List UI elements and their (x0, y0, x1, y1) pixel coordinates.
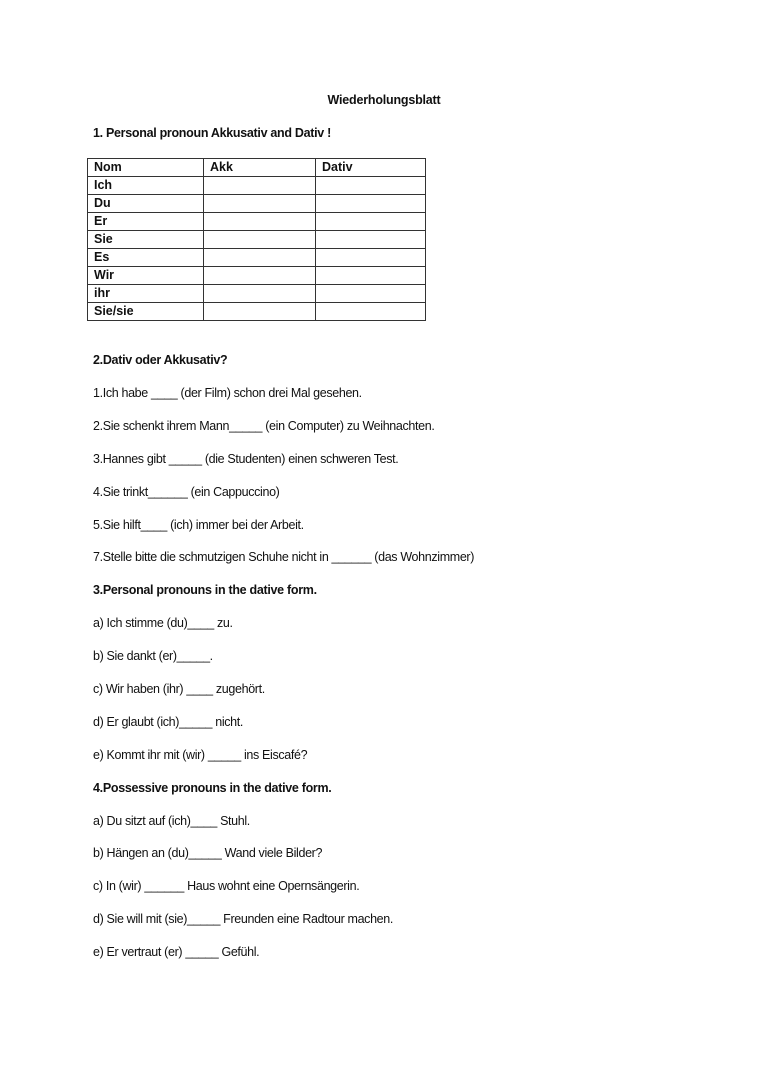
exercise-line: a) Ich stimme (du)____ zu. (93, 616, 233, 630)
exercise-line: a) Du sitzt auf (ich)____ Stuhl. (93, 814, 250, 828)
table-cell-akk[interactable] (204, 303, 316, 321)
table-cell-nom: Er (88, 213, 204, 231)
table-cell-nom: ihr (88, 285, 204, 303)
table-row (88, 195, 426, 213)
exercise-line: c) Wir haben (ihr) ____ zugehört. (93, 682, 265, 696)
table-cell-akk[interactable] (204, 195, 316, 213)
table-row (88, 267, 426, 285)
table-cell-dativ[interactable] (316, 249, 426, 267)
table-header-nom: Nom (88, 159, 204, 177)
exercise-line: d) Sie will mit (sie)_____ Freunden eine Radtour machen. (93, 912, 394, 926)
exercise-line: 2.Sie schenkt ihrem Mann_____ (ein Computer) zu Weihnachten. (93, 419, 435, 433)
exercise-line: d) Er glaubt (ich)_____ nicht. (93, 715, 244, 729)
section-4-heading: 4.Possessive pronouns in the dative form. (93, 781, 332, 795)
table-header-row (88, 159, 426, 177)
exercise-line: e) Er vertraut (er) _____ Gefühl. (93, 945, 260, 959)
table-cell-dativ[interactable] (316, 285, 426, 303)
table-cell-dativ[interactable] (316, 303, 426, 321)
exercise-line: 1.Ich habe ____ (der Film) schon drei Mal gesehen. (93, 386, 362, 400)
table-cell-nom: Sie/sie (88, 303, 204, 321)
section-2-heading: 2.Dativ oder Akkusativ? (93, 353, 228, 367)
table-cell-nom: Sie (88, 231, 204, 249)
table-cell-akk[interactable] (204, 231, 316, 249)
pronoun-table (87, 158, 426, 321)
table-cell-akk[interactable] (204, 213, 316, 231)
table-row (88, 285, 426, 303)
table-cell-nom: Wir (88, 267, 204, 285)
table-row (88, 231, 426, 249)
section-1-heading: 1. Personal pronoun Akkusativ and Dativ ! (93, 126, 331, 140)
exercise-line: 4.Sie trinkt______ (ein Cappuccino) (93, 485, 280, 499)
table-cell-nom: Du (88, 195, 204, 213)
exercise-line: 5.Sie hilft____ (ich) immer bei der Arbeit. (93, 518, 304, 532)
table-row (88, 177, 426, 195)
table-cell-dativ[interactable] (316, 195, 426, 213)
table-cell-akk[interactable] (204, 267, 316, 285)
exercise-line: b) Hängen an (du)_____ Wand viele Bilder? (93, 846, 323, 860)
table-cell-dativ[interactable] (316, 231, 426, 249)
table-cell-akk[interactable] (204, 177, 316, 195)
table-cell-nom: Ich (88, 177, 204, 195)
table-header-dativ: Dativ (316, 159, 426, 177)
table-row (88, 213, 426, 231)
page-title: Wiederholungsblatt (327, 93, 441, 107)
table-row (88, 303, 426, 321)
table-row (88, 249, 426, 267)
table-cell-akk[interactable] (204, 285, 316, 303)
exercise-line: c) In (wir) ______ Haus wohnt eine Opernsängerin. (93, 879, 360, 893)
exercise-line: e) Kommt ihr mit (wir) _____ ins Eiscafé? (93, 748, 308, 762)
table-cell-akk[interactable] (204, 249, 316, 267)
table-header-akk: Akk (204, 159, 316, 177)
exercise-line: 7.Stelle bitte die schmutzigen Schuhe nicht in ______ (das Wohnzimmer) (93, 550, 475, 564)
table-cell-dativ[interactable] (316, 177, 426, 195)
table-cell-dativ[interactable] (316, 213, 426, 231)
table-cell-dativ[interactable] (316, 267, 426, 285)
table-cell-nom: Es (88, 249, 204, 267)
exercise-line: 3.Hannes gibt _____ (die Studenten) einen schweren Test. (93, 452, 399, 466)
exercise-line: b) Sie dankt (er)_____. (93, 649, 213, 663)
section-3-heading: 3.Personal pronouns in the dative form. (93, 583, 317, 597)
